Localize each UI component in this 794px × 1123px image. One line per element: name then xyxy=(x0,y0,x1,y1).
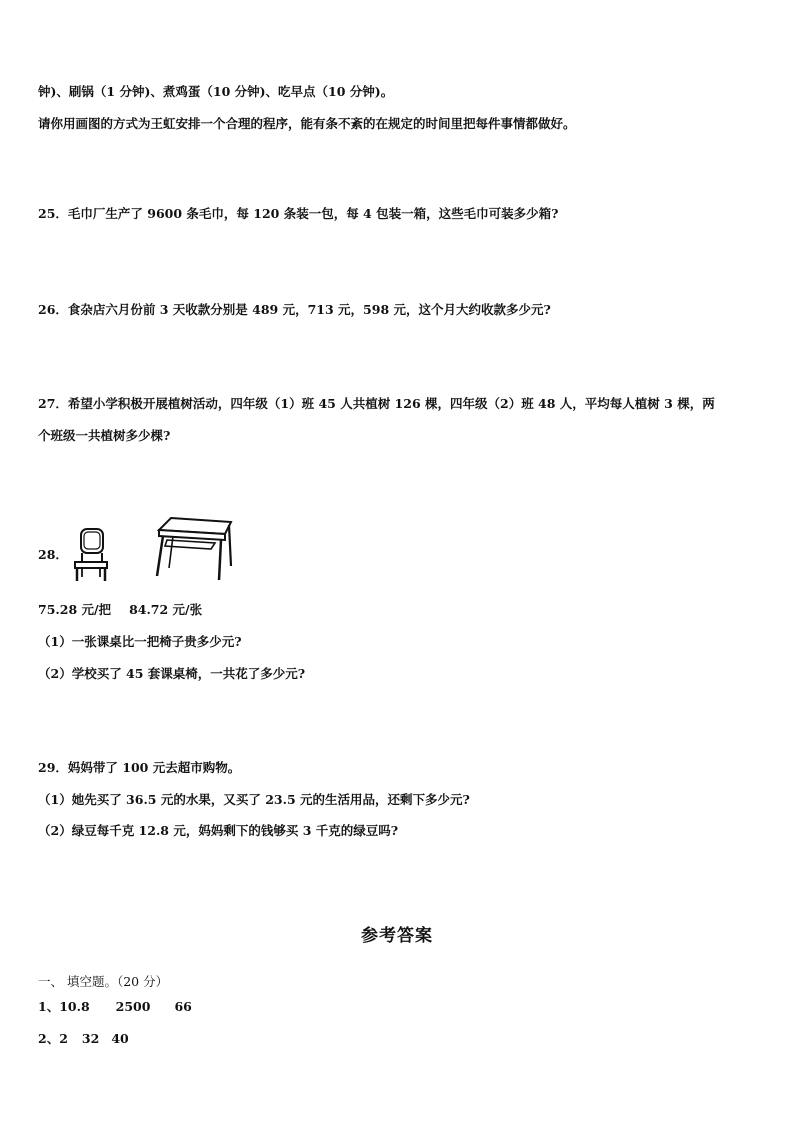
answer-2-value-3: 40 xyxy=(111,1031,129,1046)
question-number: 26． xyxy=(38,302,68,317)
question-29: 29．妈妈带了 100 元去超市购物。 xyxy=(38,760,241,775)
answer-2-value-2: 32 xyxy=(81,1031,100,1046)
question-number: 27． xyxy=(38,396,68,411)
question-29-sub-1: （1）她先买了 36.5 元的水果，又买了 23.5 元的生活用品，还剩下多少元? xyxy=(38,792,470,807)
answers-title: 参考答案 xyxy=(361,926,433,946)
question-28-sub-1: （1）一张课桌比一把椅子贵多少元? xyxy=(38,634,242,649)
answers-section-heading: 一、 填空题。（20 分） xyxy=(38,974,169,989)
question-27-continued: 个班级一共植树多少棵? xyxy=(38,428,171,443)
question-28-number: 28． xyxy=(38,547,68,562)
answer-1-value-3: 66 xyxy=(174,999,192,1014)
question-28-sub-2: （2）学校买了 45 套课桌椅，一共花了多少元? xyxy=(38,666,306,681)
answer-1 xyxy=(38,999,192,1015)
answer-2-value-1: 2、2 xyxy=(38,1031,68,1046)
chair-price: 75.28 元/把 xyxy=(38,602,112,617)
question-text: 希望小学积极开展植树活动，四年级（1）班 45 人共植树 126 棵，四年级（2）班 48 人，平均每人植树 3 棵，两 xyxy=(67,396,715,411)
chair-icon xyxy=(72,527,110,583)
question-text: 毛巾厂生产了 9600 条毛巾，每 120 条装一包，每 4 包装一箱，这些毛巾可装多少箱? xyxy=(67,206,559,221)
question-28-prices xyxy=(38,602,202,618)
question-27 xyxy=(38,396,715,412)
question-25 xyxy=(38,206,558,222)
question-29-sub-2: （2）绿豆每千克 12.8 元，妈妈剩下的钱够买 3 千克的绿豆吗? xyxy=(38,823,399,838)
continuation-line-2: 请你用画图的方式为王虹安排一个合理的程序，能有条不紊的在规定的时间里把每件事情都做好。 xyxy=(38,116,576,131)
desk-price: 84.72 元/张 xyxy=(129,602,203,617)
question-number: 25． xyxy=(38,206,68,221)
continuation-line-1: 钟)、刷锅（1 分钟)、煮鸡蛋（10 分钟)、吃早点（10 分钟)。 xyxy=(38,84,394,99)
question-text: 食杂店六月份前 3 天收款分别是 489 元，713 元，598 元，这个月大约收款多少元? xyxy=(67,302,551,317)
question-26 xyxy=(38,302,551,318)
desk-icon xyxy=(155,516,235,582)
answer-1-value-2: 2500 xyxy=(115,999,151,1014)
answer-1-value-1: 1、10.8 xyxy=(38,999,90,1014)
answer-2 xyxy=(38,1031,129,1047)
